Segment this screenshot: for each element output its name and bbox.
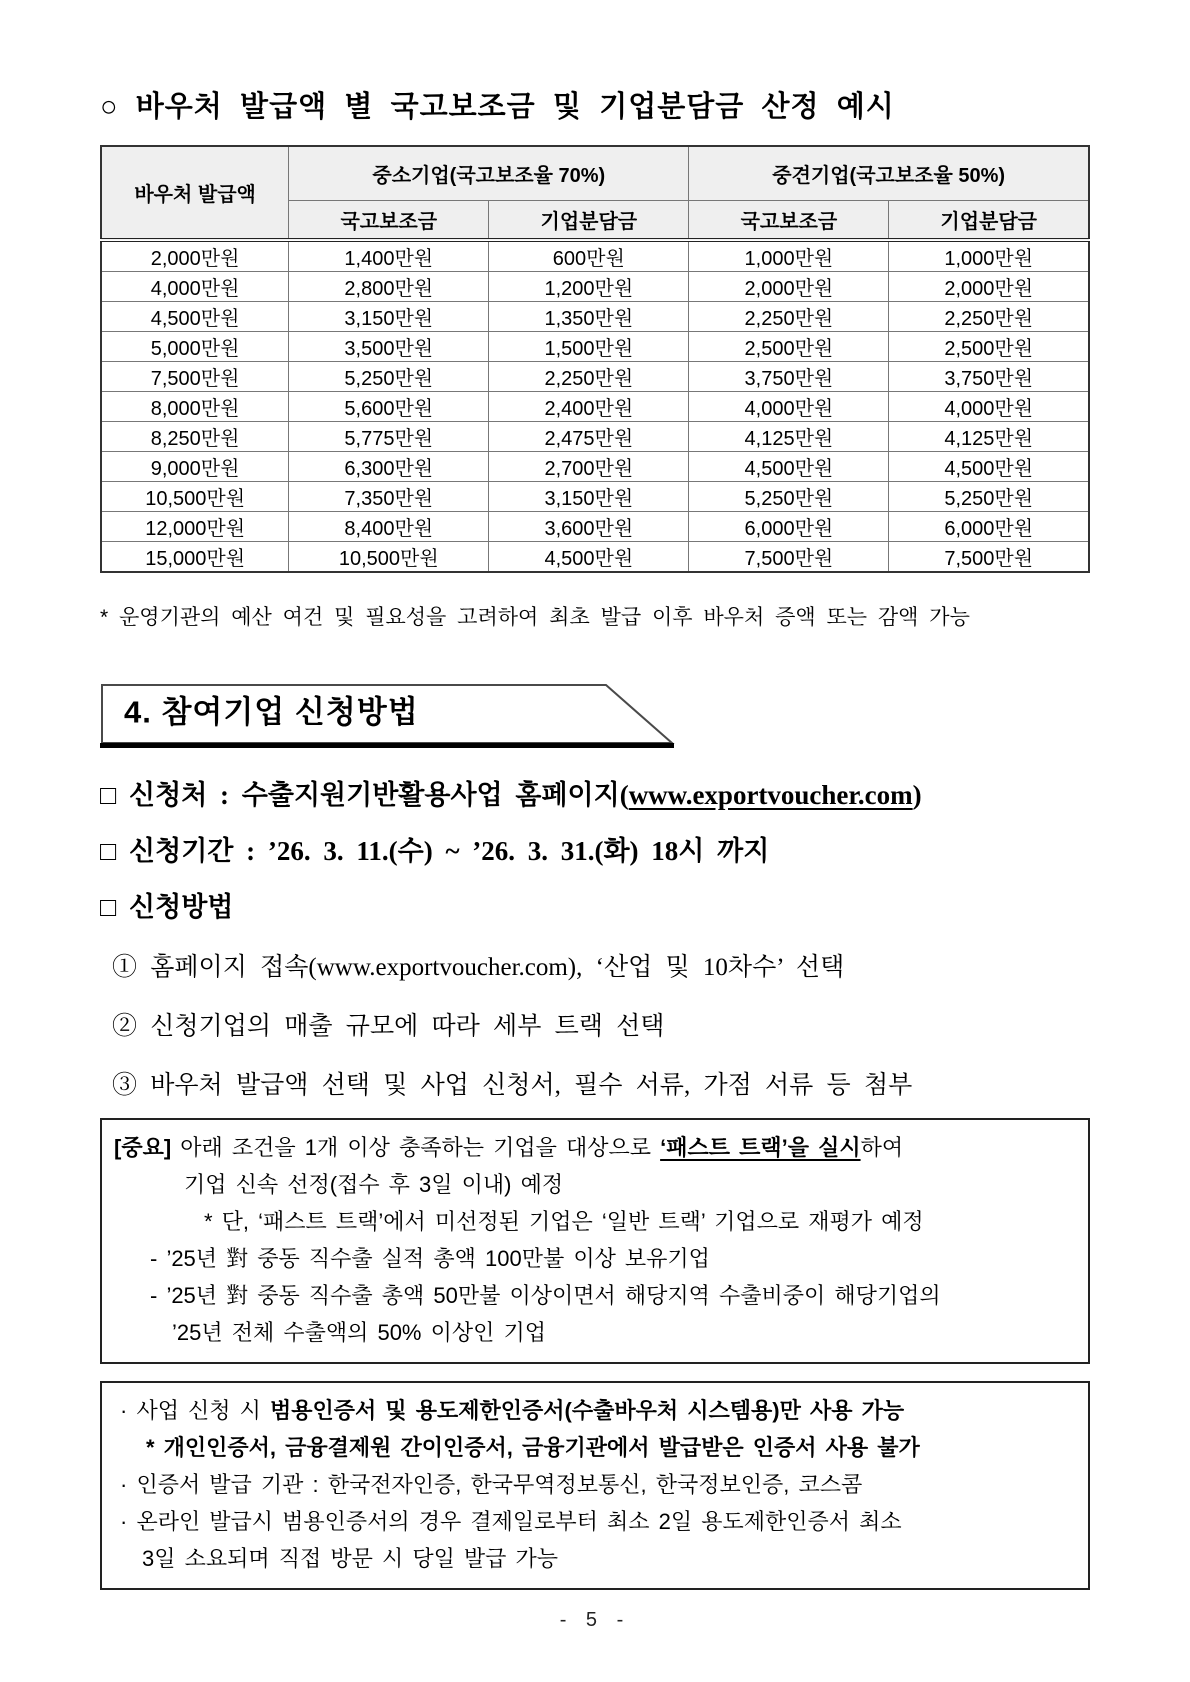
table-cell: 2,400만원 <box>489 392 689 422</box>
apply-method-line <box>100 885 1090 924</box>
table-cell: 4,500만원 <box>889 452 1089 482</box>
header-subsidy: 국고보조금 <box>289 200 489 240</box>
subsidy-table-header <box>101 146 1089 240</box>
section4-banner <box>100 683 678 749</box>
text-segment: □ 신청처 : 수출지원기반활용사업 홈페이지( <box>100 780 629 810</box>
application-info <box>100 773 1090 1101</box>
table-row <box>101 482 1089 512</box>
apply-where-line <box>100 773 1090 812</box>
table-cell: 7,350만원 <box>289 482 489 512</box>
table-cell: 5,600만원 <box>289 392 489 422</box>
table-cell: 600만원 <box>489 240 689 272</box>
table-cell: 6,300만원 <box>289 452 489 482</box>
table-cell: 6,000만원 <box>889 512 1089 542</box>
table-cell: 2,250만원 <box>689 302 889 332</box>
certificate-line <box>112 1466 1078 1503</box>
apply-step-1 <box>100 947 1090 983</box>
table-row <box>101 362 1089 392</box>
table-cell: 3,600만원 <box>489 512 689 542</box>
subsidy-table-body <box>101 240 1089 572</box>
notice-line <box>112 1314 1078 1351</box>
table-row <box>101 452 1089 482</box>
table-cell: 1,200만원 <box>489 272 689 302</box>
table-cell: 4,125만원 <box>889 422 1089 452</box>
table-row <box>101 422 1089 452</box>
text-segment: ② 신청기업의 매출 규모에 따라 세부 트랙 선택 <box>112 1013 665 1040</box>
section4-title: 4. 참여기업 신청방법 <box>124 694 419 730</box>
important-notice-box <box>100 1118 1090 1364</box>
table-cell: 2,500만원 <box>689 332 889 362</box>
table-cell: 2,475만원 <box>489 422 689 452</box>
notice-line <box>112 1129 1078 1166</box>
header-sme-group: 중소기업(국고보조율 70%) <box>289 146 689 200</box>
text-segment: * 단, ‘패스트 트랙’에서 미선정된 기업은 ‘일반 트랙’ 기업으로 재평가 예정 <box>204 1209 924 1234</box>
table-cell: 3,750만원 <box>689 362 889 392</box>
table-cell: 4,000만원 <box>101 272 289 302</box>
text-segment: 기업 신속 선정(접수 후 3일 이내) 예정 <box>184 1172 564 1197</box>
table-cell: 2,000만원 <box>889 272 1089 302</box>
table-cell: 3,500만원 <box>289 332 489 362</box>
table-cell: 4,000만원 <box>889 392 1089 422</box>
table-row <box>101 302 1089 332</box>
table-cell: 1,500만원 <box>489 332 689 362</box>
text-segment: · 사업 신청 시 <box>120 1398 271 1423</box>
table-cell: 8,400만원 <box>289 512 489 542</box>
text-segment: - ’25년 對 중동 직수출 총액 50만불 이상이면서 해당지역 수출비중이 해당기업의 <box>150 1283 941 1308</box>
table-cell: 1,000만원 <box>889 240 1089 272</box>
apply-step-3 <box>100 1065 1090 1101</box>
table-cell: 5,250만원 <box>689 482 889 512</box>
table-cell: 10,500만원 <box>101 482 289 512</box>
table-cell: 3,750만원 <box>889 362 1089 392</box>
table-cell: 2,250만원 <box>889 302 1089 332</box>
text-segment: □ 신청방법 <box>100 892 234 922</box>
table-cell: 1,400만원 <box>289 240 489 272</box>
table-cell: 3,150만원 <box>489 482 689 512</box>
table-cell: 4,125만원 <box>689 422 889 452</box>
example-title: ○ 바우처 발급액 별 국고보조금 및 기업분담금 산정 예시 <box>100 91 895 123</box>
table-cell: 2,500만원 <box>889 332 1089 362</box>
text-segment: 범용인증서 및 용도제한인증서(수출바우처 시스템용)만 사용 가능 <box>270 1398 905 1423</box>
certificate-line <box>112 1392 1078 1429</box>
table-cell: 5,775만원 <box>289 422 489 452</box>
text-segment: [중요] <box>114 1135 172 1160</box>
header-company-share: 기업분담금 <box>889 200 1089 240</box>
table-cell: 15,000만원 <box>101 542 289 573</box>
text-segment: ① 홈페이지 접속(www.exportvoucher.com), ‘산업 및 10차수’ 선택 <box>112 954 845 981</box>
table-footnote: * 운영기관의 예산 여건 및 필요성을 고려하여 최초 발급 이후 바우처 증액 또는 감액 가능 <box>100 606 970 629</box>
table-cell: 2,700만원 <box>489 452 689 482</box>
text-segment: 3일 소요되며 직접 방문 시 당일 발급 가능 <box>142 1546 559 1571</box>
table-cell: 8,250만원 <box>101 422 289 452</box>
table-cell: 2,000만원 <box>689 272 889 302</box>
text-segment: * 개인인증서, 금융결제원 간이인증서, 금융기관에서 발급받은 인증서 사용 불가 <box>146 1435 920 1460</box>
table-cell: 4,500만원 <box>689 452 889 482</box>
text-segment: ’25년 전체 수출액의 50% 이상인 기업 <box>172 1320 546 1345</box>
text-segment: ③ 바우처 발급액 선택 및 사업 신청서, 필수 서류, 가점 서류 등 첨부 <box>112 1072 913 1099</box>
table-cell: 2,250만원 <box>489 362 689 392</box>
text-segment: □ 신청기간 : ’26. 3. 11.(수) ~ ’26. 3. 31.(화) 18시 까지 <box>100 836 770 866</box>
table-cell: 4,500만원 <box>489 542 689 573</box>
table-row <box>101 392 1089 422</box>
text-segment: · 인증서 발급 기관 : 한국전자인증, 한국무역정보통신, 한국정보인증, 코스콤 <box>120 1472 863 1497</box>
table-cell: 8,000만원 <box>101 392 289 422</box>
header-voucher-amount: 바우처 발급액 <box>101 146 289 240</box>
table-cell: 7,500만원 <box>889 542 1089 573</box>
table-row <box>101 332 1089 362</box>
table-cell: 5,250만원 <box>289 362 489 392</box>
apply-period-line <box>100 829 1090 868</box>
text-segment: - ’25년 對 중동 직수출 실적 총액 100만불 이상 보유기업 <box>150 1246 710 1271</box>
table-row <box>101 542 1089 573</box>
header-company-share: 기업분담금 <box>489 200 689 240</box>
table-row <box>101 240 1089 272</box>
certificate-line <box>112 1503 1078 1540</box>
table-row <box>101 272 1089 302</box>
table-cell: 7,500만원 <box>689 542 889 573</box>
table-cell: 9,000만원 <box>101 452 289 482</box>
certificate-line <box>112 1429 1078 1466</box>
text-segment: · 온라인 발급시 범용인증서의 경우 결제일로부터 최소 2일 용도제한인증서 최소 <box>120 1509 902 1534</box>
table-cell: 6,000만원 <box>689 512 889 542</box>
certificate-line <box>112 1540 1078 1577</box>
text-segment: 아래 조건을 1개 이상 충족하는 기업을 대상으로 <box>171 1135 661 1160</box>
text-segment: 하여 <box>860 1135 904 1160</box>
text-segment: ‘패스트 트랙’을 실시 <box>660 1135 861 1160</box>
table-cell: 2,000만원 <box>101 240 289 272</box>
notice-line <box>112 1203 1078 1240</box>
header-midsize-group: 중견기업(국고보조율 50%) <box>689 146 1089 200</box>
page-number: - 5 - <box>559 1609 631 1631</box>
table-cell: 7,500만원 <box>101 362 289 392</box>
table-cell: 4,500만원 <box>101 302 289 332</box>
text-segment: ) <box>912 780 922 810</box>
table-cell: 4,000만원 <box>689 392 889 422</box>
notice-line <box>112 1277 1078 1314</box>
table-cell: 10,500만원 <box>289 542 489 573</box>
table-row <box>101 512 1089 542</box>
table-cell: 5,250만원 <box>889 482 1089 512</box>
table-cell: 1,350만원 <box>489 302 689 332</box>
table-cell: 5,000만원 <box>101 332 289 362</box>
certificate-notice-box <box>100 1381 1090 1590</box>
header-subsidy: 국고보조금 <box>689 200 889 240</box>
apply-step-2 <box>100 1006 1090 1042</box>
table-cell: 3,150만원 <box>289 302 489 332</box>
subsidy-table <box>100 145 1090 573</box>
notice-line <box>112 1240 1078 1277</box>
table-cell: 2,800만원 <box>289 272 489 302</box>
notice-line <box>112 1166 1078 1203</box>
table-cell: 1,000만원 <box>689 240 889 272</box>
exportvoucher-link[interactable]: www.exportvoucher.com <box>628 780 913 810</box>
table-cell: 12,000만원 <box>101 512 289 542</box>
